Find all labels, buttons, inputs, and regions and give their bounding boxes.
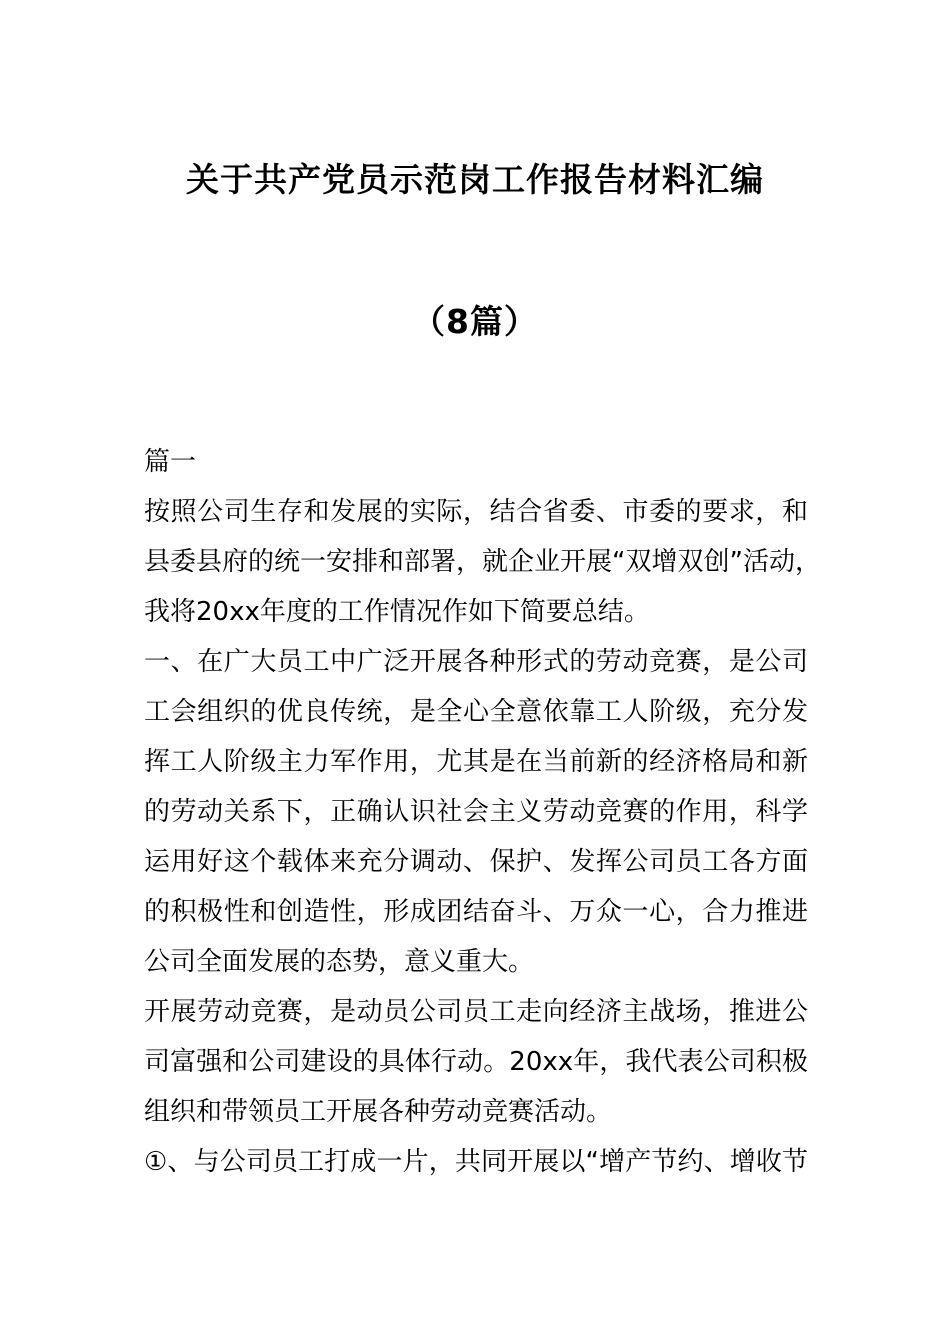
document-body bbox=[144, 437, 821, 1187]
body-line: 按照公司生存和发展的实际，结合省委、市委的要求，和 bbox=[144, 497, 808, 527]
body-line: 开展劳动竞赛，是动员公司员工走向经济主战场，推进公 bbox=[144, 997, 808, 1027]
section-heading: 篇一 bbox=[144, 447, 197, 477]
document-subtitle: （8篇） bbox=[412, 302, 538, 341]
body-line: 运用好这个载体来充分调动、保护、发挥公司员工各方面 bbox=[144, 847, 808, 877]
body-line: 司富强和公司建设的具体行动。20xx年，我代表公司积极 bbox=[144, 1047, 808, 1077]
body-line: 的劳动关系下，正确认识社会主义劳动竞赛的作用，科学 bbox=[144, 797, 808, 827]
body-line: 的积极性和创造性，形成团结奋斗、万众一心，合力推进 bbox=[144, 897, 808, 927]
body-line: 组织和带领员工开展各种劳动竞赛活动。 bbox=[144, 1097, 613, 1127]
body-line: 挥工人阶级主力军作用，尤其是在当前新的经济格局和新 bbox=[144, 747, 808, 777]
body-line: 工会组织的优良传统，是全心全意依靠工人阶级，充分发 bbox=[144, 697, 808, 727]
body-line: 一、在广大员工中广泛开展各种形式的劳动竞赛，是公司 bbox=[144, 647, 808, 677]
body-line: 我将20xx年度的工作情况作如下简要总结。 bbox=[144, 597, 650, 627]
document-title: 关于共产党员示范岗工作报告材料汇编 bbox=[186, 160, 764, 199]
body-line: 公司全面发展的态势，意义重大。 bbox=[144, 947, 535, 977]
body-line: ①、与公司员工打成一片，共同开展以“增产节约、增收节 bbox=[144, 1147, 808, 1177]
body-line: 县委县府的统一安排和部署，就企业开展“双增双创”活动， bbox=[144, 547, 821, 577]
